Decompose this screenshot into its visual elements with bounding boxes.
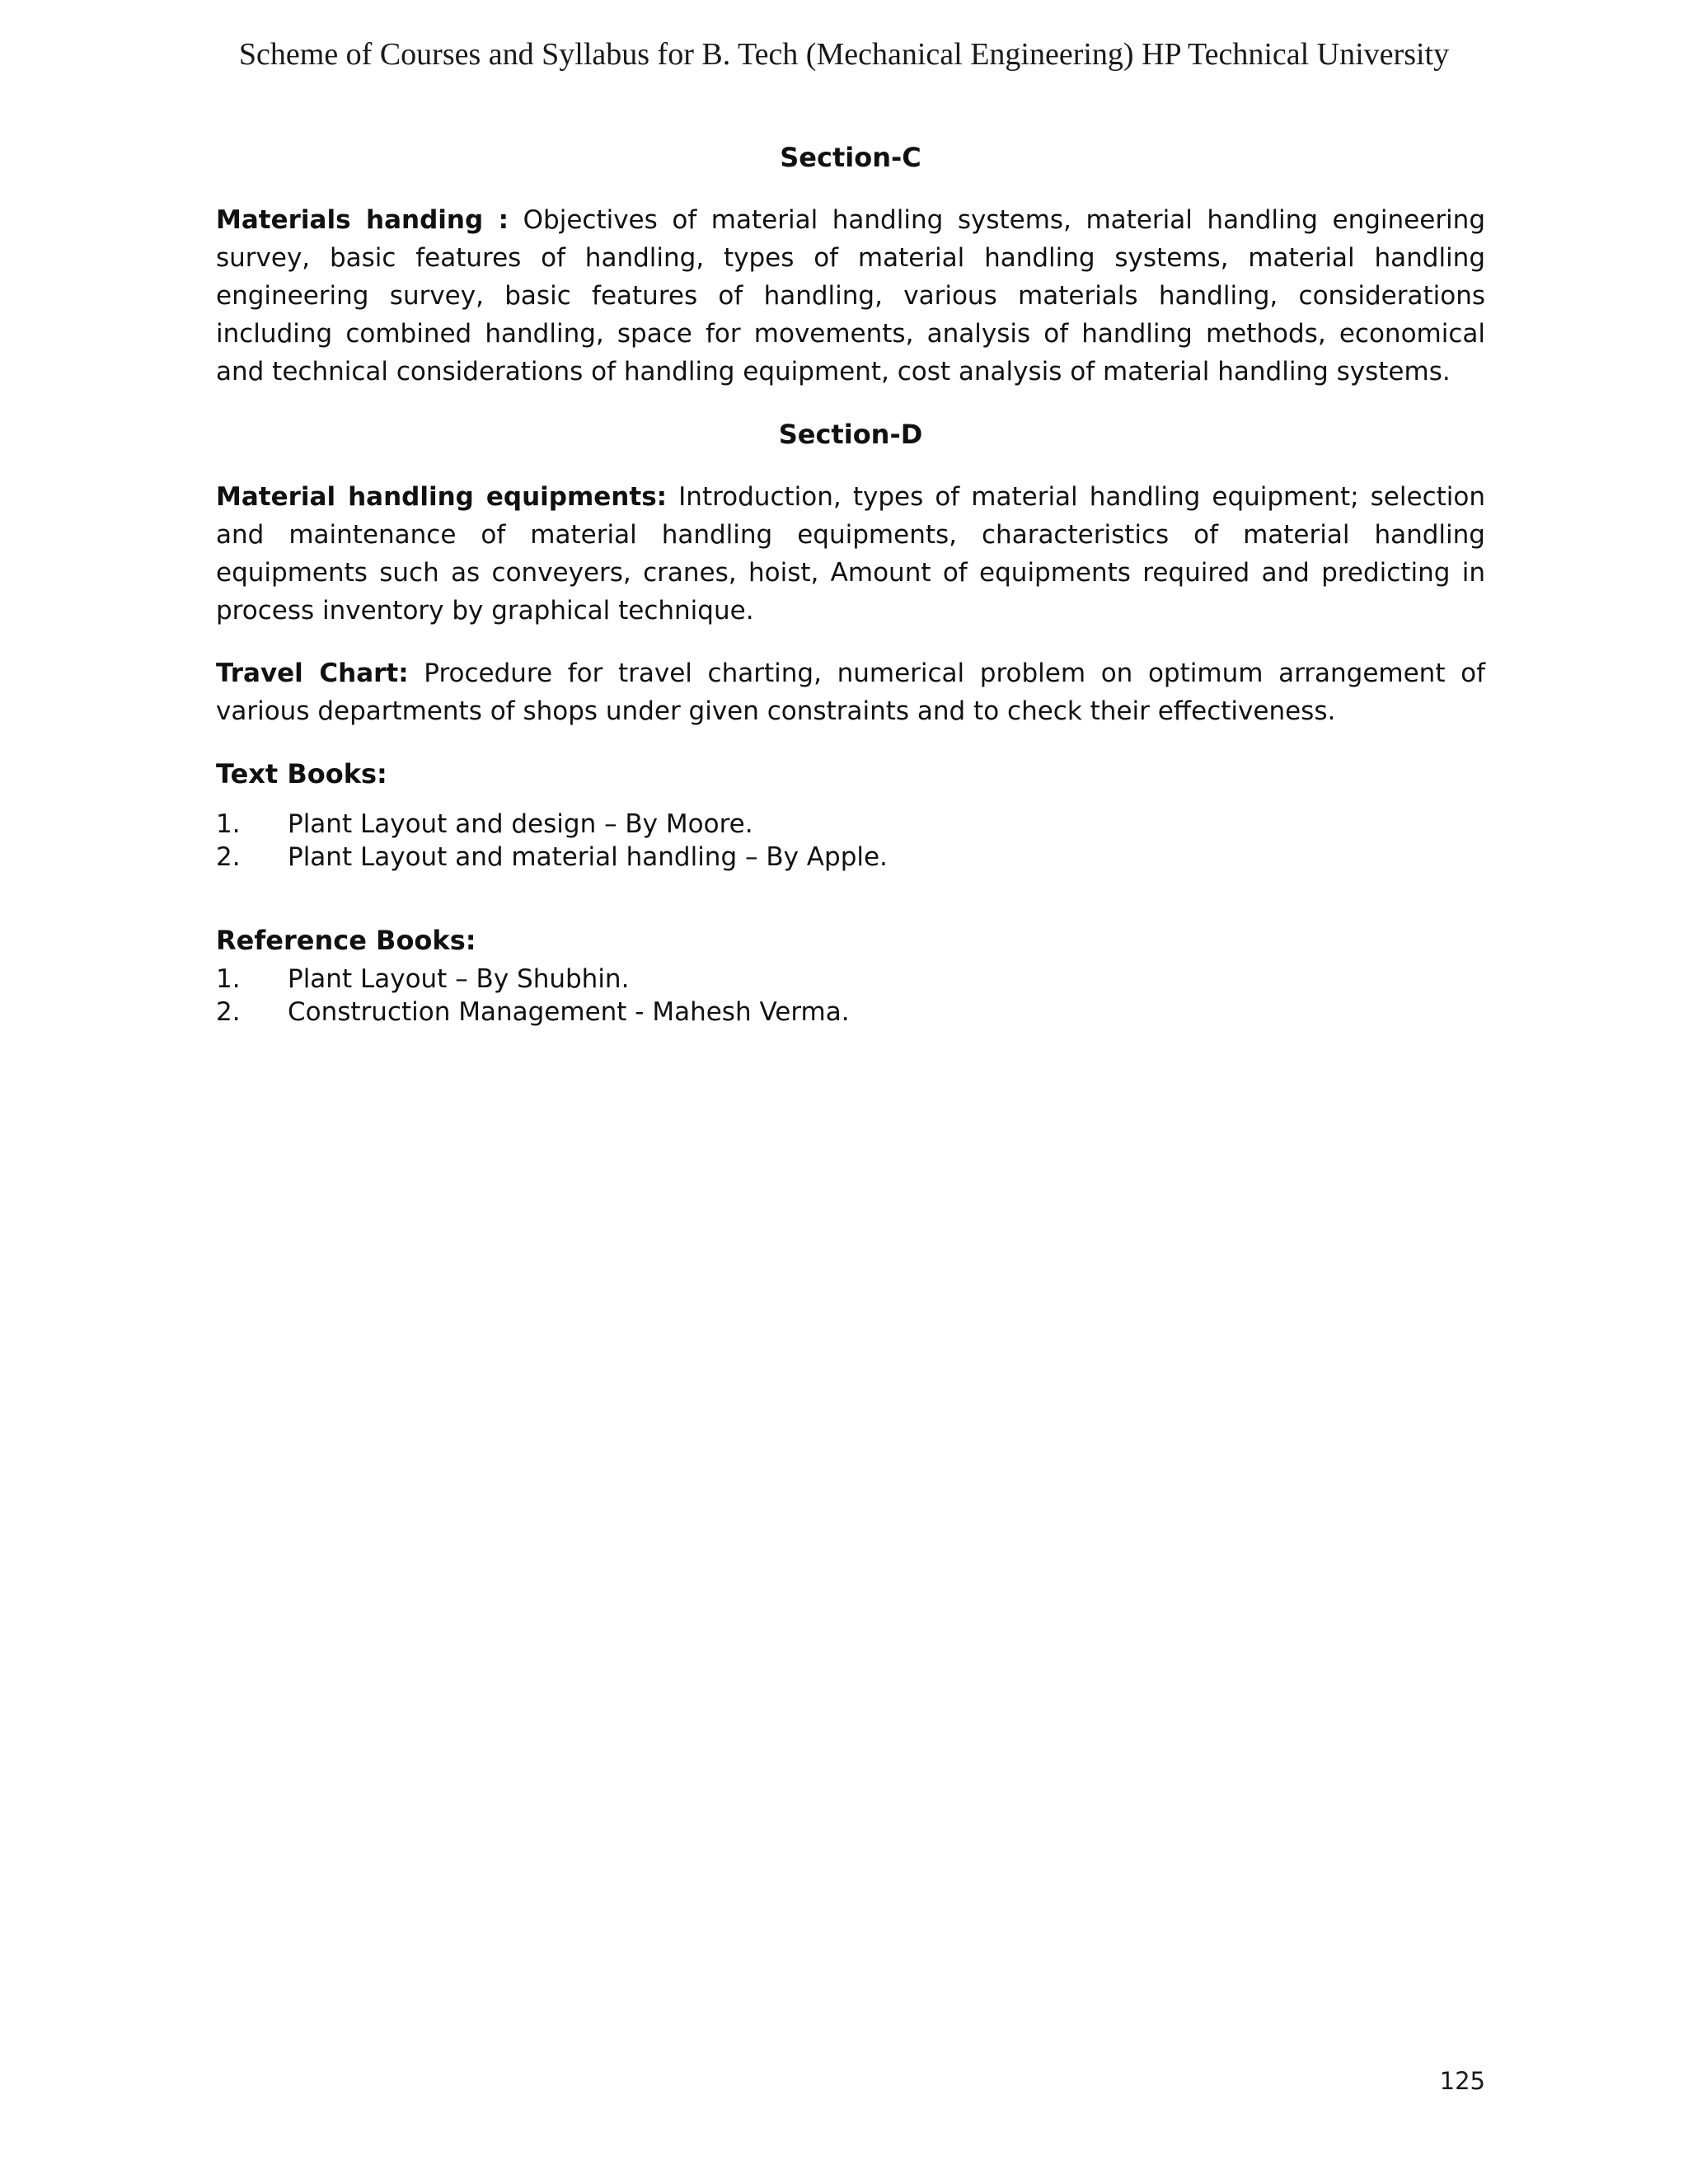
syllabus-content (216, 138, 1485, 1029)
book-title: Plant Layout – By Shubhin. (288, 964, 630, 994)
list-number: 1. (216, 964, 241, 994)
travel-chart-paragraph (216, 654, 1485, 730)
paragraph-lead: Material handling equipments: (216, 482, 668, 512)
paragraph-text: Objectives of material handling systems, material handling engineering survey, basic features of handling, types of material handling systems, material handling engineering survey, basic features of handling, various materials handling, considerations including combined handling, space for movements, analysis of handling methods, economical and technical considerations of handling equipment, cost analysis of material handling systems. (216, 205, 1485, 387)
spacer (216, 874, 1485, 921)
list-item (216, 996, 1485, 1029)
book-title: Construction Management - Mahesh Verma. (288, 997, 850, 1027)
book-title: Plant Layout and design – By Moore. (288, 809, 753, 839)
section-c-heading: Section-C (780, 142, 921, 173)
section-d-heading: Section-D (778, 419, 923, 450)
paragraph-lead: Materials handing : (216, 205, 509, 235)
list-item (216, 841, 1485, 874)
running-header: Scheme of Courses and Syllabus for B. Tech (Mechanical Engineering) HP Technical University (238, 37, 1450, 72)
list-number: 1. (216, 809, 241, 839)
materials-handling-paragraph (216, 201, 1485, 391)
material-handling-equipments-paragraph (216, 478, 1485, 630)
book-title: Plant Layout and material handling – By Apple. (288, 842, 888, 872)
list-item (216, 963, 1485, 996)
list-number: 2. (216, 997, 241, 1027)
paragraph-text: Procedure for travel charting, numerical problem on optimum arrangement of various departments of shops under given constraints and to check their effectiveness. (216, 658, 1486, 726)
page-number: 125 (1439, 2067, 1485, 2095)
list-number: 2. (216, 842, 241, 872)
reference-books-list (216, 963, 1485, 1029)
reference-books-heading: Reference Books: (216, 925, 476, 956)
paragraph-text: Introduction, types of material handling equipment; selection and maintenance of material handling equipments, characteristics of material handling equipments such as conveyers, cranes, hoist, Amount of equipments required and predicting in process inventory by graphical technique. (216, 482, 1485, 626)
text-books-list (216, 808, 1485, 874)
list-item (216, 808, 1485, 841)
paragraph-lead: Travel Chart: (216, 658, 409, 688)
text-books-heading: Text Books: (216, 758, 387, 790)
